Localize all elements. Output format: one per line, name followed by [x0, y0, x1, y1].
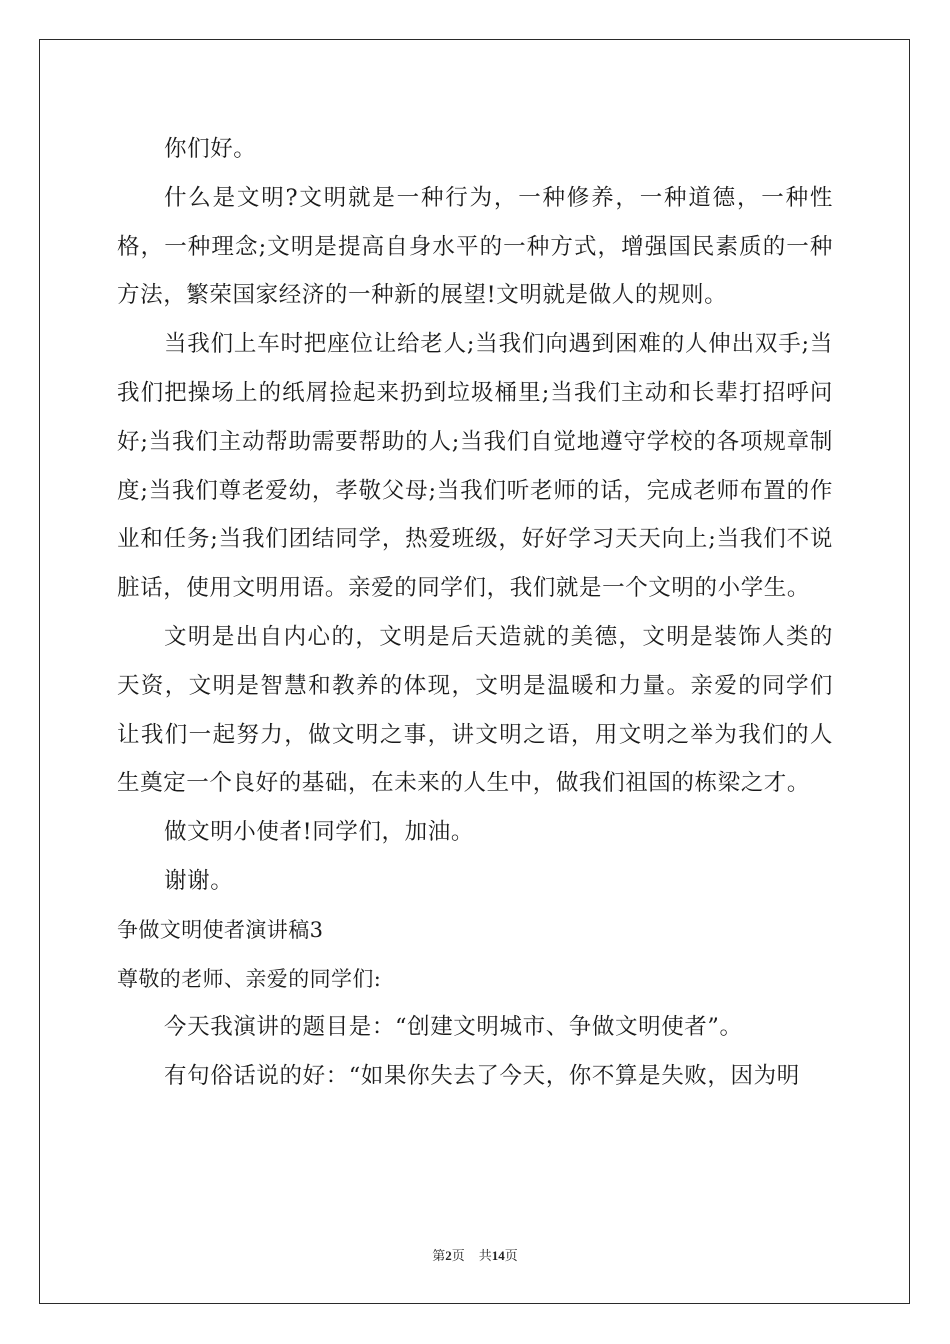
paragraph-examples: 当我们上车时把座位让给老人;当我们向遇到困难的人伸出双手;当我们把操场上的纸屑捡起来扔到垃圾桶里;当我们主动和长辈打招呼问好;当我们主动帮助需要帮助的人;当我们自觉地遵守学校的各项规章制度;当我们尊老爱幼，孝敬父母;当我们听老师的话，完成老师布置的作业和任务;当我们团结同学，热爱班级，好好学习天天向上;当我们不说脏话，使用文明用语。亲爱的同学们，我们就是一个文明的小学生。 — [117, 331, 833, 602]
footer-total-prefix: 共 — [478, 1248, 492, 1263]
salutation: 尊敬的老师、亲爱的同学们: — [117, 966, 382, 991]
page-footer — [0, 1245, 950, 1264]
document-body — [117, 125, 833, 1101]
paragraph-thanks: 谢谢。 — [164, 867, 234, 894]
paragraph-civilization-virtue: 文明是出自内心的，文明是后天造就的美德，文明是装饰人类的天资，文明是智慧和教养的体现，文明是温暖和力量。亲爱的同学们让我们一起努力，做文明之事，讲文明之语，用文明之举为我们的人生奠定一个良好的基础，在未来的人生中，做我们祖国的栋梁之才。 — [117, 623, 833, 797]
footer-total-pages: 14 — [491, 1248, 505, 1263]
footer-prefix: 第 — [432, 1248, 446, 1263]
footer-page-number: 2 — [445, 1248, 452, 1263]
paragraph-cheer: 做文明小使者!同学们，加油。 — [164, 819, 474, 846]
paragraph-what-is-civilization: 什么是文明?文明就是一种行为，一种修养，一种道德，一种性格，一种理念;文明是提高自身水平的一种方式，增强国民素质的一种方法，繁荣国家经济的一种新的展望!文明就是做人的规则。 — [117, 184, 833, 309]
footer-total-suffix: 页 — [504, 1248, 518, 1263]
footer-page-suffix: 页 — [451, 1248, 465, 1263]
section-title: 争做文明使者演讲稿3 — [117, 917, 324, 942]
paragraph-topic: 今天我演讲的题目是：“创建文明城市、争做文明使者”。 — [164, 1014, 743, 1041]
paragraph-greeting: 你们好。 — [164, 136, 257, 162]
paragraph-saying: 有句俗话说的好：“如果你失去了今天，你不算是失败，因为明 — [164, 1063, 800, 1090]
